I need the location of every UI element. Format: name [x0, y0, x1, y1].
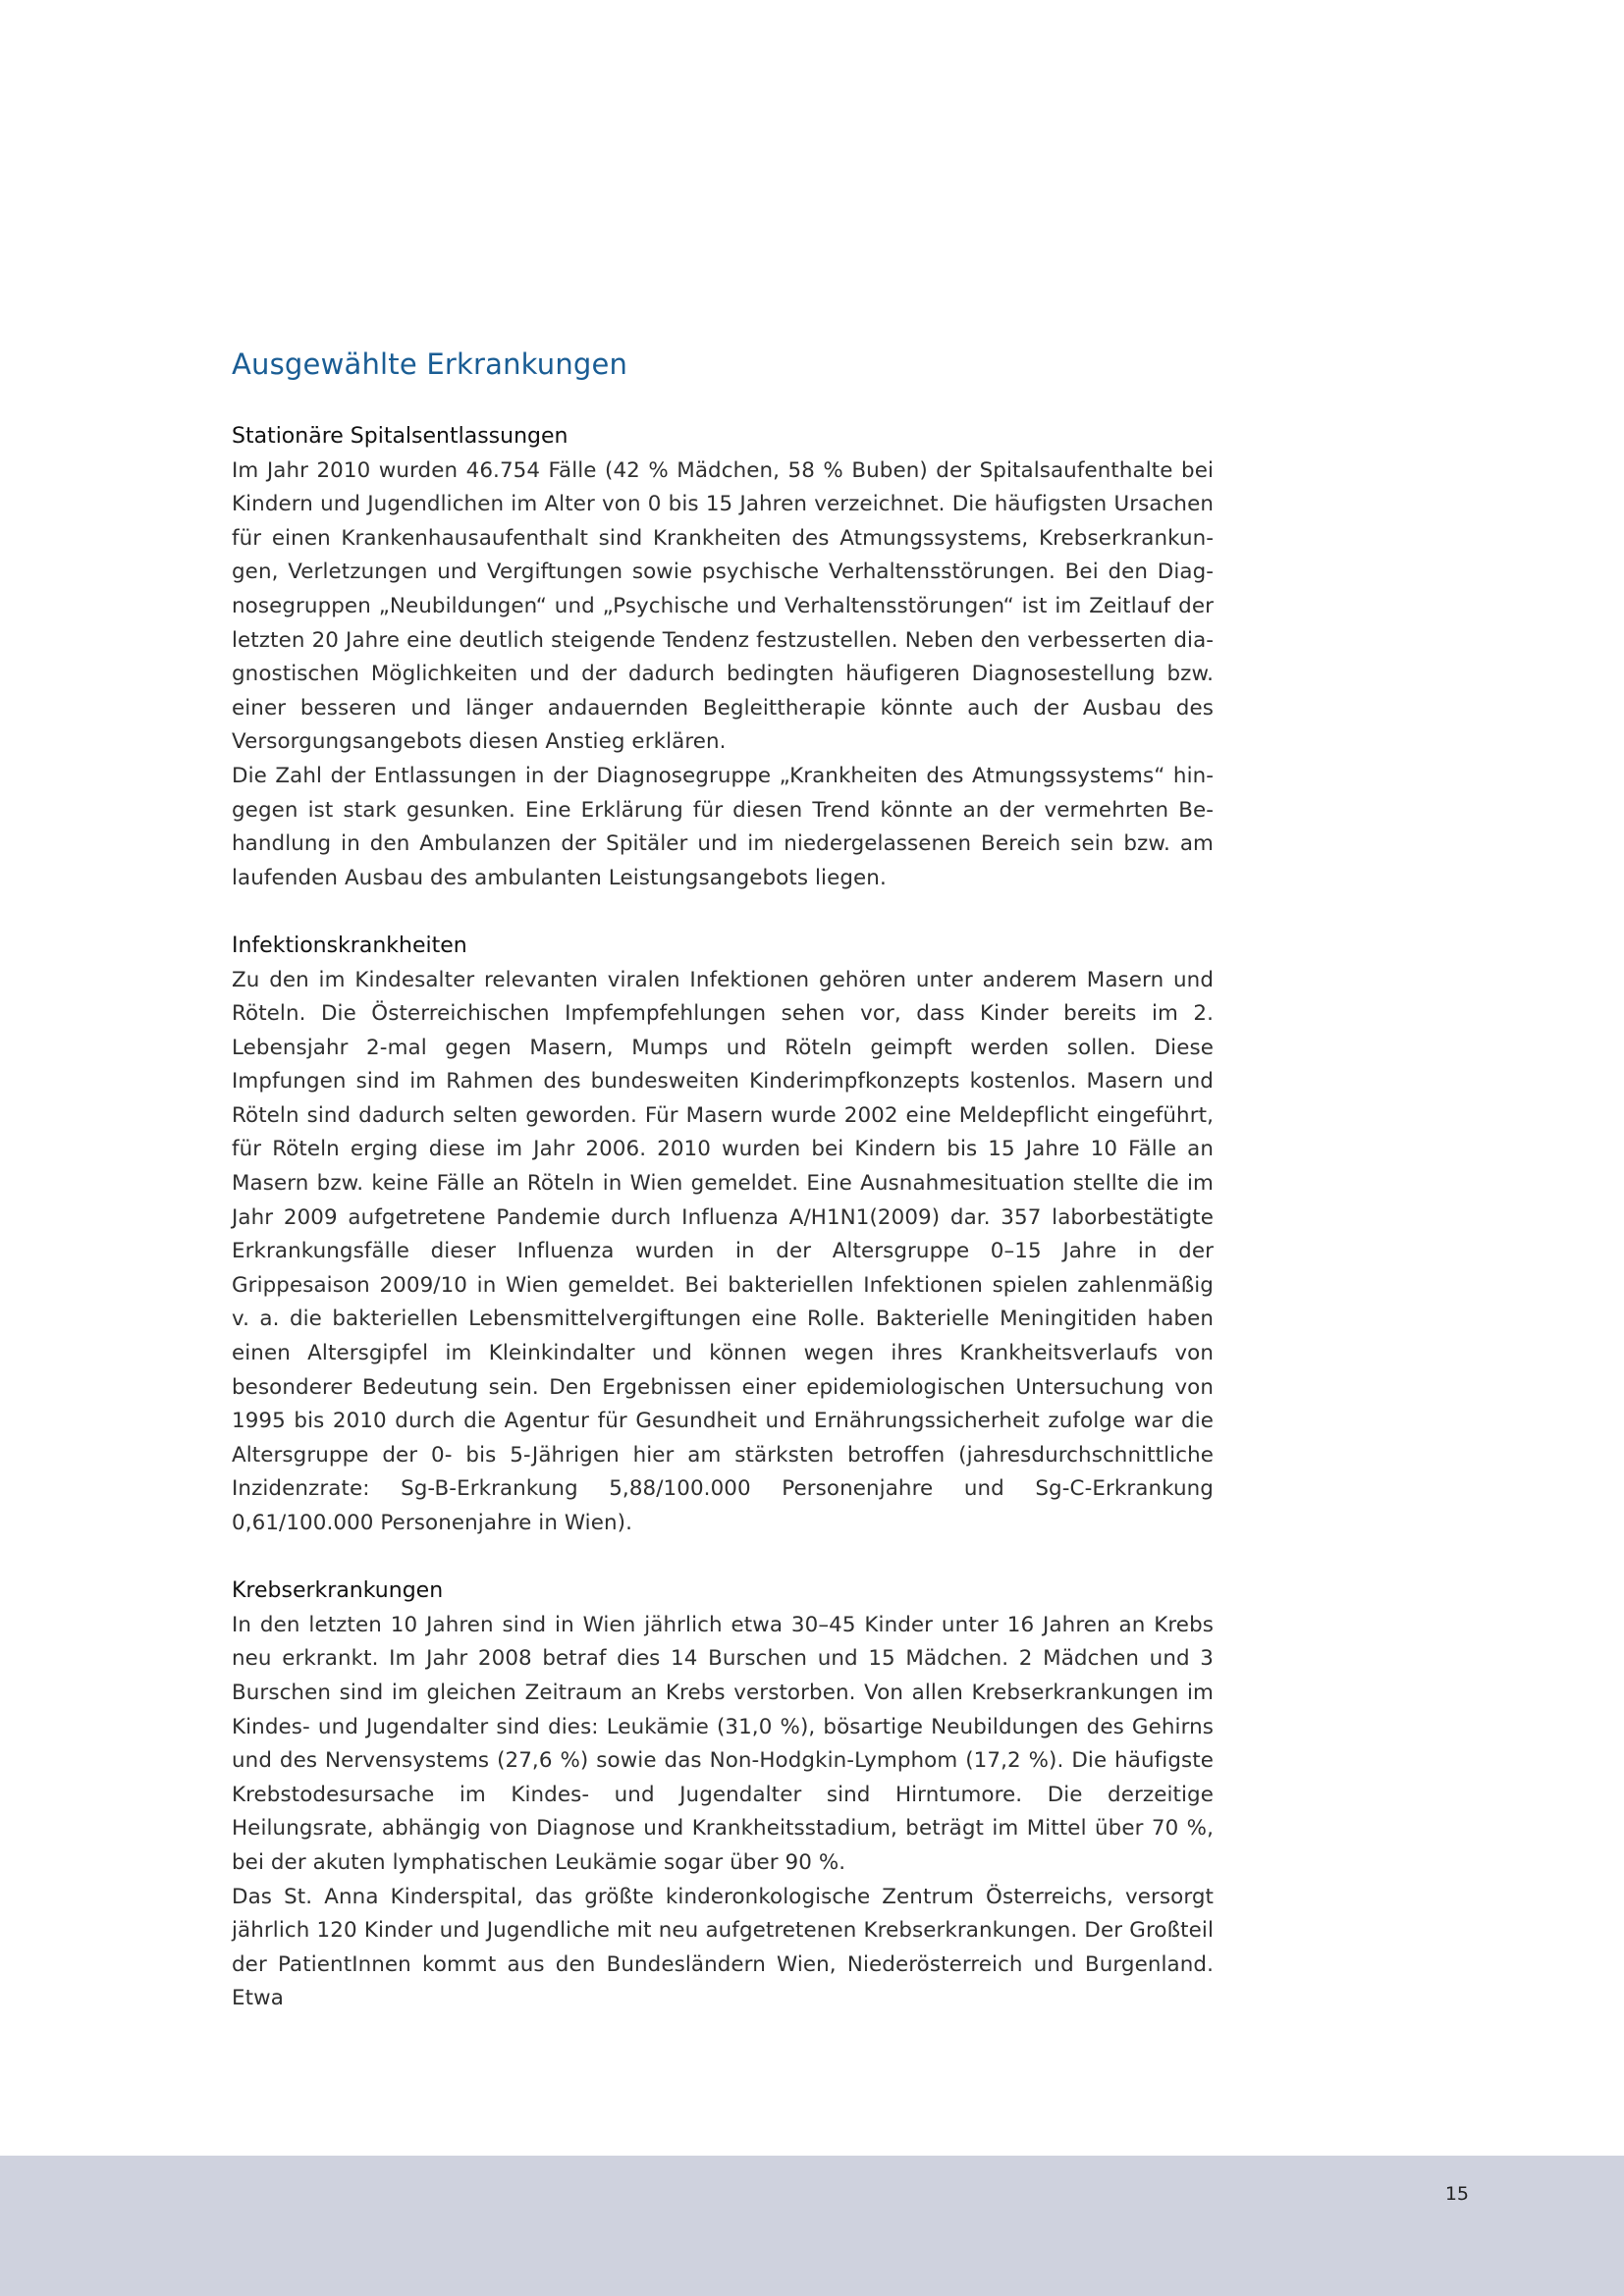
- page-title: Ausgewählte Erkrankungen: [232, 347, 628, 381]
- body-paragraph: Im Jahr 2010 wurden 46.754 Fälle (42 % Mädchen, 58 % Buben) der Spitalsaufenthalte bei Kindern und Jugendlichen im Alter von 0 bis 15 Jahren verzeichnet. Die häufigsten Ursachen für einen Krankenhausaufenthalt sind Krankheiten des Atmungssystems, Krebserkrankungen, Verletzungen und Vergiftungen sowie psychische Verhaltensstörungen. Bei den Diagnosegruppen „Neubildungen“ und „Psychische und Verhaltensstörungen“ ist im Zeitlauf der letzten 20 Jahre eine deutlich steigende Tendenz festzustellen. Neben den verbesserten diagnostischen Möglichkeiten und der dadurch bedingten häufigeren Diagnosestellung bzw. einer besseren und länger andauernden Begleittherapie könnte auch der Ausbau des Versorgungsangebots diesen Anstieg erklären.: [232, 457, 1214, 755]
- body-paragraph: In den letzten 10 Jahren sind in Wien jährlich etwa 30–45 Kinder unter 16 Jahren an Krebs neu erkrankt. Im Jahr 2008 betraf dies 14 Burschen und 15 Mädchen. 2 Mädchen und 3 Burschen sind im gleichen Zeitraum an Krebs verstorben. Von allen Krebserkrankungen im Kindes- und Jugendalter sind dies: Leukämie (31,0 %), bösartige Neubildungen des Gehirns und des Nervensystems (27,6 %) sowie das Non-Hodgkin-Lymphom (17,2 %). Die häufigste Krebstodesursache im Kindes- und Jugendalter sind Hirntumore. Die derzeitige Heilungsrate, abhängig von Diagnose und Krankheitsstadium, beträgt im Mittel über 70 %, bei der akuten lymphatischen Leukämie sogar über 90 %.: [232, 1612, 1214, 1875]
- body-paragraph: Das St. Anna Kinderspital, das größte kinderonkologische Zentrum Österreichs, versorgt jährlich 120 Kinder und Jugendliche mit neu aufgetretenen Krebserkrankungen. Der Großteil der PatientInnen kommt aus den Bundesländern Wien, Niederösterreich und Burgenland. Etwa: [232, 1884, 1214, 2011]
- body-paragraph: Zu den im Kindesalter relevanten viralen Infektionen gehören unter anderem Masern und Röteln. Die Österreichischen Impfempfehlungen sehen vor, dass Kinder bereits im 2. Lebensjahr 2-mal gegen Masern, Mumps und Röteln geimpft werden sollen. Diese Impfungen sind im Rahmen des bundesweiten Kinderimpfkonzepts kostenlos. Masern und Röteln sind dadurch selten geworden. Für Masern wurde 2002 eine Meldepflicht eingeführt, für Röteln erging diese im Jahr 2006. 2010 wurden bei Kindern bis 15 Jahre 10 Fälle an Masern bzw. keine Fälle an Röteln in Wien gemeldet. Eine Ausnahmesituation stellte die im Jahr 2009 aufgetretene Pandemie durch Influenza A/H1N1(2009) dar. 357 laborbestätigte Erkrankungsfälle dieser Influenza wurden in der Altersgruppe 0–15 Jahre in der Grippesaison 2009/10 in Wien gemeldet. Bei bakteriellen Infektionen spielen zahlenmäßig v. a. die bakteriellen Lebensmittelvergiftungen eine Rolle. Bakterielle Meningitiden haben einen Altersgipfel im Kleinkindalter und können wegen ihres Krankheitsverlaufs von besonderer Bedeutung sein. Den Ergebnissen einer epidemiologischen Untersuchung von 1995 bis 2010 durch die Agentur für Gesundheit und Ernährungssicherheit zufolge war die Altersgruppe der 0- bis 5-Jährigen hier am stärksten betroffen (jahresdurchschnittliche Inzidenzrate: Sg-B-Erkrankung 5,88/100.000 Personenjahre und Sg-C-Erkrankung 0,61/100.000 Personenjahre in Wien).: [232, 967, 1214, 1535]
- section-heading: Stationäre Spitalsentlassungen: [232, 424, 568, 449]
- section-heading: Infektionskrankheiten: [232, 933, 467, 958]
- page-number: 15: [1444, 2183, 1469, 2205]
- footer-band: [0, 2156, 1624, 2296]
- page-content: [232, 346, 1214, 2051]
- section-heading: Krebserkrankungen: [232, 1578, 444, 1604]
- section-spitalsentlassungen: [232, 420, 1214, 895]
- section-infektionskrankheiten: [232, 930, 1214, 1541]
- section-krebserkrankungen: [232, 1575, 1214, 2016]
- body-paragraph: Die Zahl der Entlassungen in der Diagnosegruppe „Krankheiten des Atmungssystems“ hingegen ist stark gesunken. Eine Erklärung für diesen Trend könnte an der vermehrten Behandlung in den Ambulanzen der Spitäler und im niedergelassenen Bereich sein bzw. am laufenden Ausbau des ambulanten Leistungsangebots liegen.: [232, 763, 1214, 890]
